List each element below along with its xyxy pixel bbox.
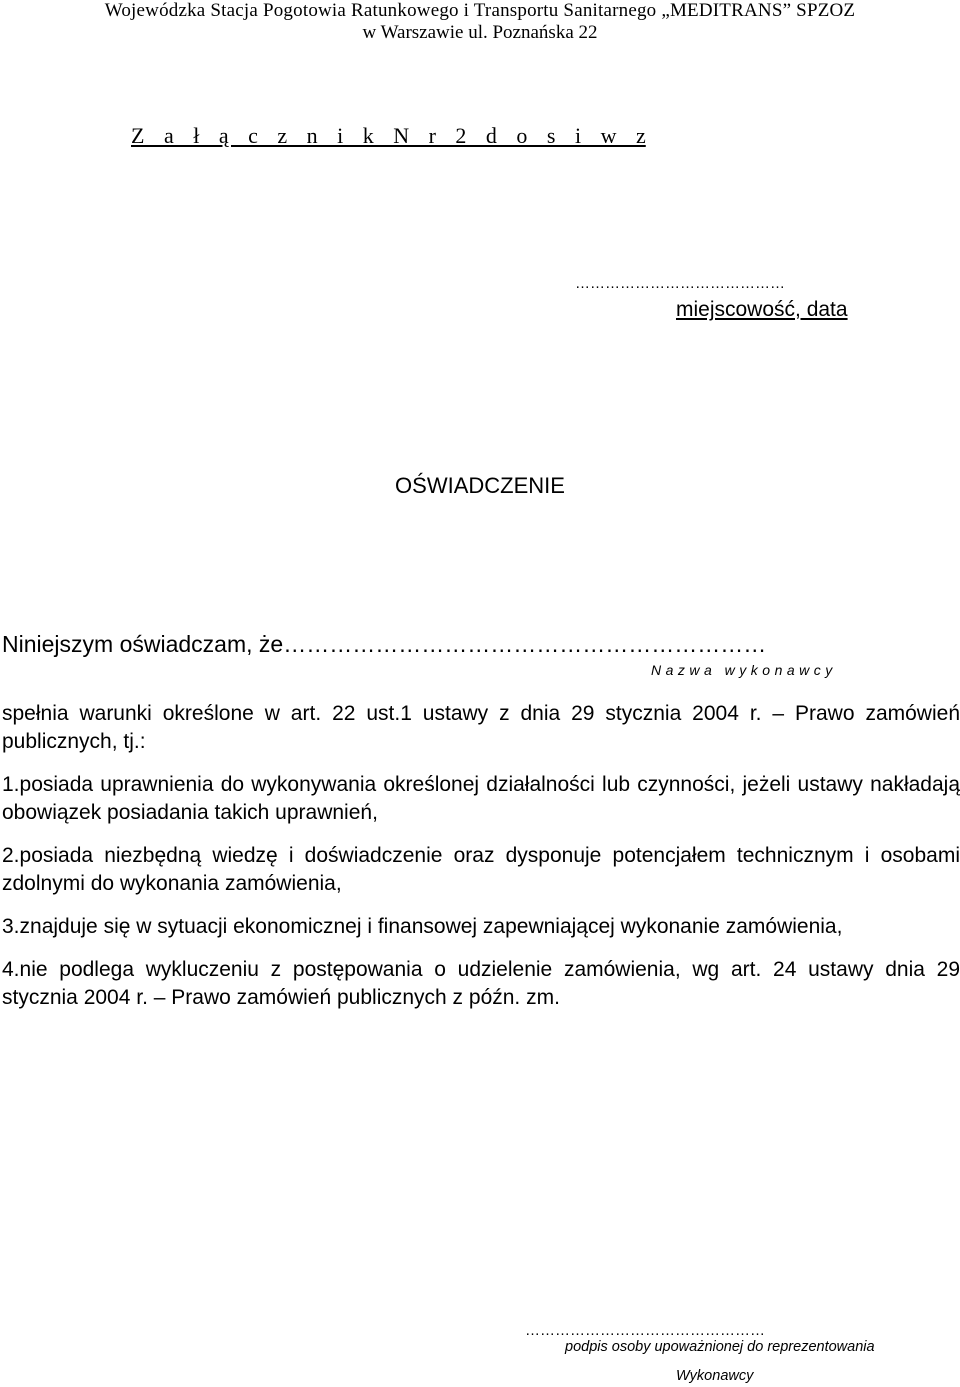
intro-line: Niniejszym oświadczam, że……………………………………………………… [2, 631, 767, 657]
contractor-name-caption: Nazwa wykonawcy [651, 662, 837, 678]
place-date-label: miejscowość, data [676, 298, 848, 321]
statement-title: OŚWIADCZENIE [395, 473, 565, 498]
statement-body [2, 700, 960, 1027]
signature-dots: ………………………………………… [525, 1322, 765, 1339]
condition-item-4: 4.nie podlega wykluczeniu z postępowania o udzielenie zamówienia, wg art. 24 ustawy dnia 29 stycznia 2004 r. – Prawo zamówień publicznych z późn. zm. [2, 958, 960, 1009]
institution-address: w Warszawie ul. Poznańska 22 [362, 22, 598, 43]
conditions-intro: spełnia warunki określone w art. 22 ust.1 ustawy z dnia 29 stycznia 2004 r. – Prawo zamówień publicznych, tj.: [2, 702, 960, 753]
attachment-title: Z a ł ą c z n i k N r 2 d o s i w z [131, 123, 646, 148]
institution-name: Wojewódzka Stacja Pogotowia Ratunkowego i Transportu Sanitarnego „MEDITRANS” SPZOZ [104, 0, 856, 21]
condition-item-3: 3.znajduje się w sytuacji ekonomicznej i finansowej zapewniającej wykonanie zamówienia, [2, 915, 843, 938]
place-date-dots: …………………………………… [575, 275, 785, 292]
signature-caption: podpis osoby upoważnionej do reprezentowania [565, 1339, 875, 1355]
condition-item-2: 2.posiada niezbędną wiedzę i doświadczenie oraz dysponuje potencjałem technicznym i osobami zdolnymi do wykonania zamówienia, [2, 844, 960, 895]
signature-caption-contractor: Wykonawcy [676, 1368, 754, 1384]
condition-item-1: 1.posiada uprawnienia do wykonywania określonej działalności lub czynności, jeżeli ustawy nakładają obowiązek posiadania takich uprawnień, [2, 773, 960, 824]
